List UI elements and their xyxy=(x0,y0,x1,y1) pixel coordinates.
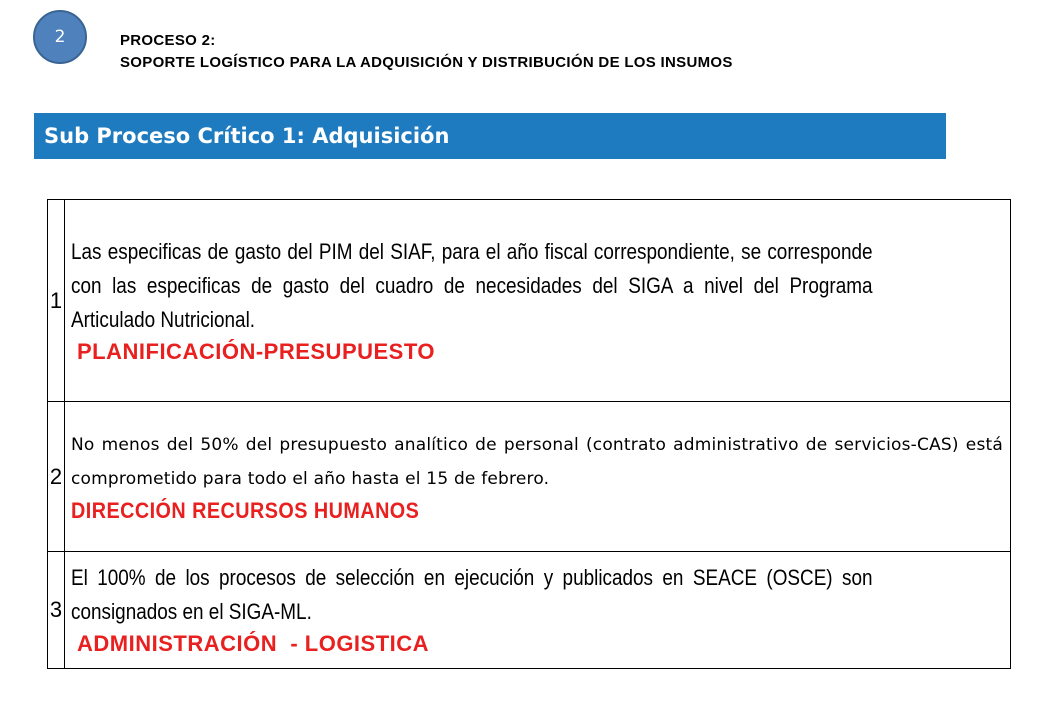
criterion-text: El 100% de los procesos de selección en ejecución y publicados en SEACE (OSCE) son consignados en el SIGA-ML. xyxy=(71,565,873,624)
criterion-number: 2 xyxy=(48,402,65,552)
process-title: PROCESO 2: xyxy=(120,32,216,49)
responsible-area: PLANIFICACIÓN-PRESUPUESTO xyxy=(77,338,436,364)
responsible-area: ADMINISTRACIÓN - LOGISTICA xyxy=(77,631,430,656)
table-row xyxy=(48,552,1011,669)
process-number-badge xyxy=(33,10,87,64)
table-row xyxy=(48,402,1011,552)
criteria-table xyxy=(47,199,1011,669)
process-header xyxy=(120,30,733,74)
process-number: 2 xyxy=(54,27,66,47)
criterion-cell xyxy=(65,402,1011,552)
criterion-text: No menos del 50% del presupuesto analítico de personal (contrato administrativo de servicios-CAS) está comprometido para todo el año hasta el 15 de febrero. xyxy=(71,434,1003,489)
process-subtitle: SOPORTE LOGÍSTICO PARA LA ADQUISICIÓN Y DISTRIBUCIÓN DE LOS INSUMOS xyxy=(120,54,733,71)
table-row xyxy=(48,200,1011,402)
criterion-text: Las especificas de gasto del PIM del SIAF, para el año fiscal correspondiente, se corresponde con las especificas de gasto del cuadro de necesidades del SIGA a nivel del Programa Articulado Nutricional. xyxy=(71,238,873,332)
subprocess-banner xyxy=(34,113,946,159)
criterion-number: 3 xyxy=(48,552,65,669)
criterion-cell xyxy=(65,552,1011,669)
criterion-cell xyxy=(65,200,1011,402)
subprocess-title: Sub Proceso Crítico 1: Adquisición xyxy=(44,124,450,148)
responsible-area: DIRECCIÓN RECURSOS HUMANOS xyxy=(71,497,420,523)
criterion-number: 1 xyxy=(48,200,65,402)
